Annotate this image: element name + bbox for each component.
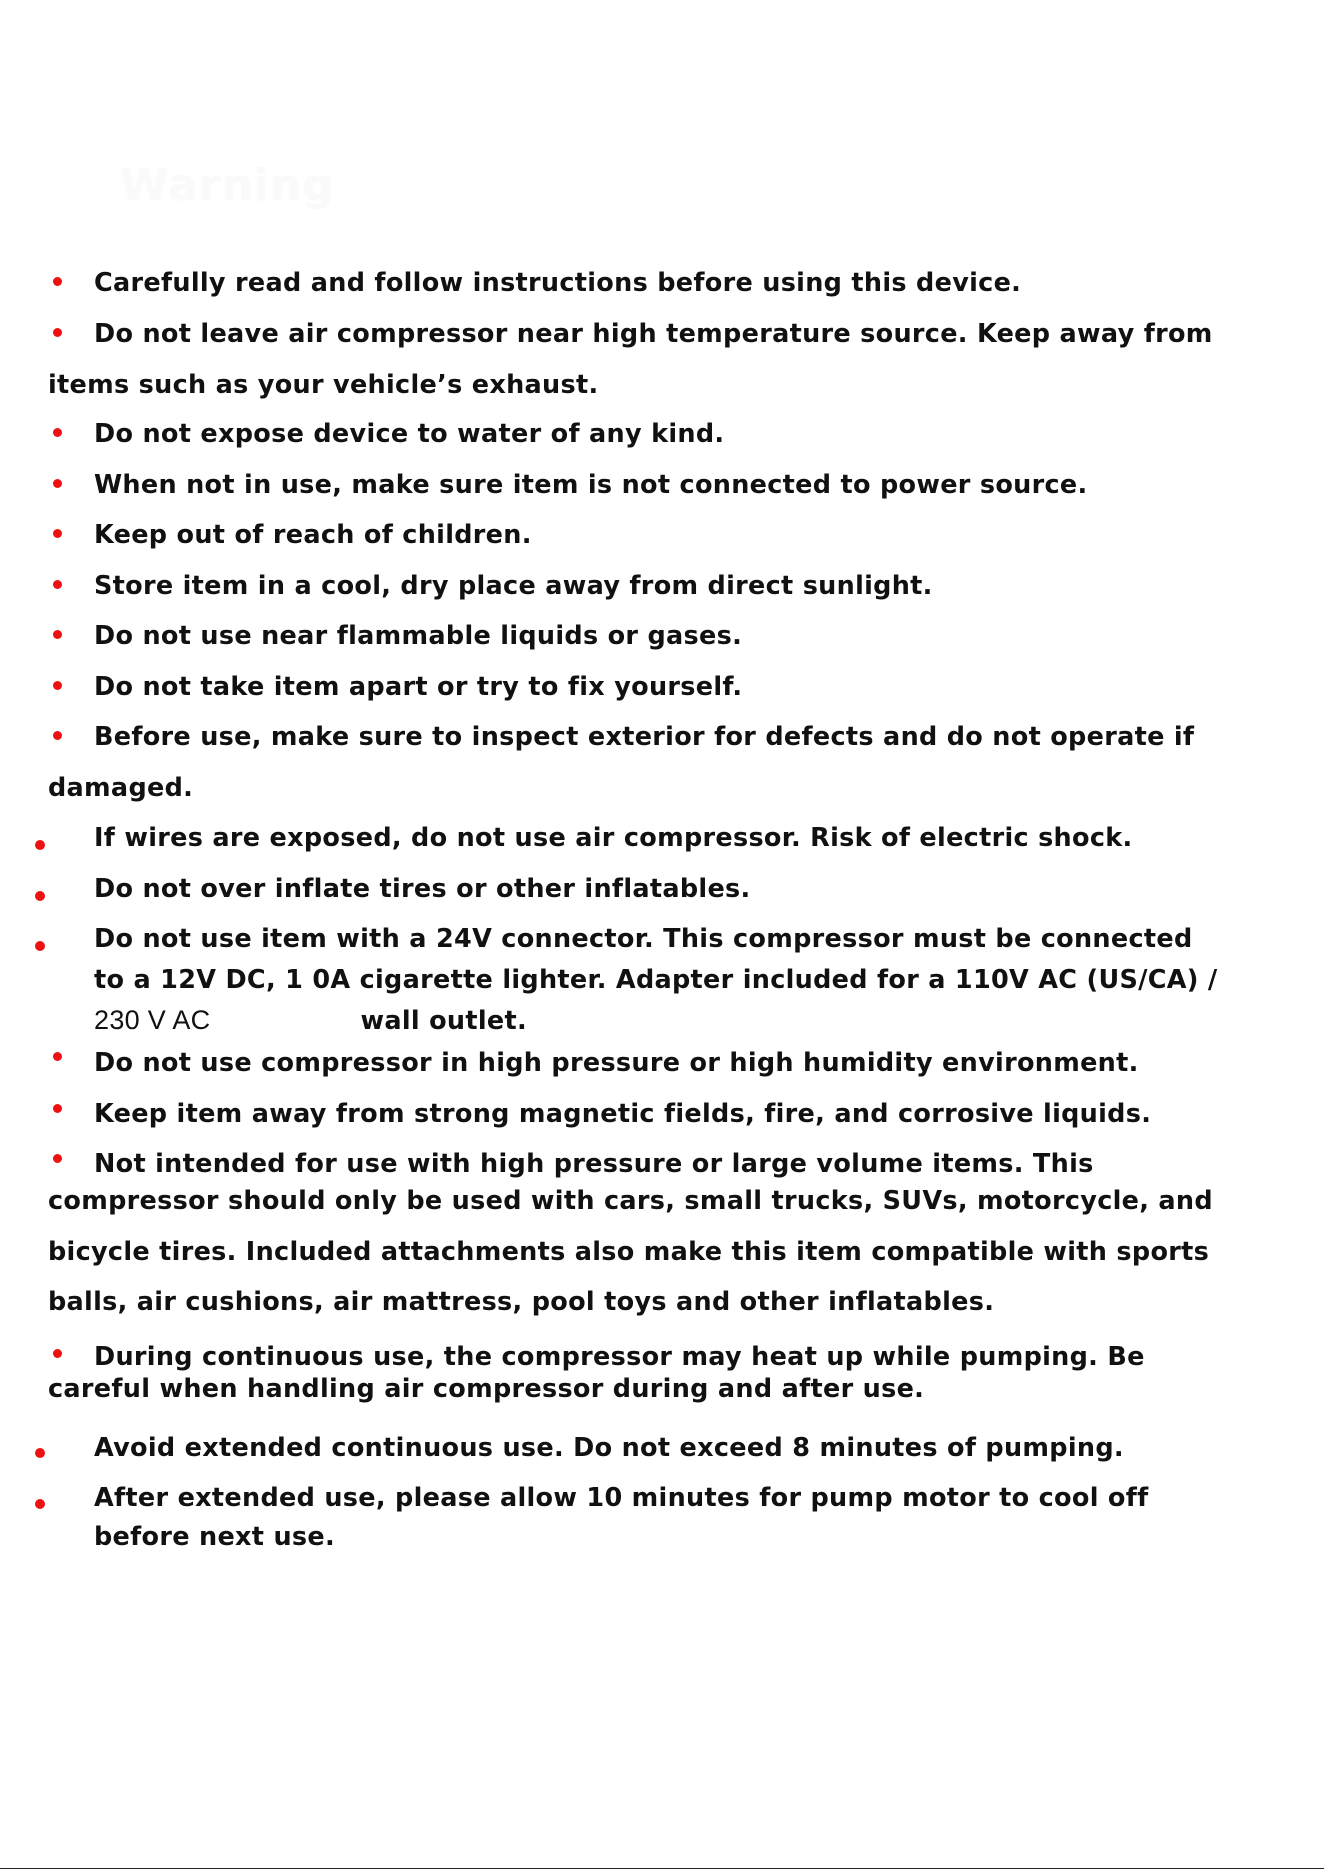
bullet-icon	[53, 1154, 62, 1163]
warning-line: Keep item away from strong magnetic fields, fire, and corrosive liquids.	[94, 1099, 1152, 1129]
warning-line-continued: damaged.	[48, 773, 194, 803]
warning-line: Avoid extended continuous use. Do not exceed 8 minutes of pumping.	[94, 1433, 1124, 1463]
bullet-icon	[53, 1052, 62, 1061]
warning-line: Keep out of reach of children.	[94, 520, 532, 550]
warning-line-continued	[94, 1004, 527, 1037]
bullet-icon	[53, 328, 62, 337]
warning-line-continued: bicycle tires. Included attachments also make this item compatible with sports	[48, 1237, 1210, 1267]
warning-line-continued: compressor should only be used with cars, small trucks, SUVs, motorcycle, and	[48, 1186, 1213, 1216]
footer-mark	[885, 1859, 965, 1868]
warning-line-continued: balls, air cushions, air mattress, pool toys and other inflatables.	[48, 1287, 995, 1317]
warning-line-continued: careful when handling air compressor during and after use.	[48, 1374, 925, 1404]
warning-line: During continuous use, the compressor may heat up while pumping. Be	[94, 1342, 1145, 1372]
warning-line: Do not use compressor in high pressure or high humidity environment.	[94, 1048, 1139, 1078]
bullet-icon	[53, 479, 62, 488]
bullet-icon	[53, 529, 62, 538]
bullet-icon	[53, 731, 62, 740]
warning-line-continued: before next use.	[94, 1522, 335, 1552]
bullet-icon	[53, 681, 62, 690]
voltage-label: 230 V AC	[94, 1005, 211, 1035]
warning-line: Carefully read and follow instructions before using this device.	[94, 268, 1022, 298]
bullet-icon	[35, 891, 45, 901]
warning-line: Do not leave air compressor near high temperature source. Keep away from	[94, 319, 1213, 349]
warning-heading: Warning	[120, 160, 335, 211]
warning-line-continued: to a 12V DC, 1 0A cigarette lighter. Adapter included for a 110V AC (US/CA) /	[94, 965, 1218, 995]
warning-line: If wires are exposed, do not use air compressor. Risk of electric shock.	[94, 823, 1133, 853]
footer-rule	[0, 1868, 1324, 1869]
warning-line: After extended use, please allow 10 minutes for pump motor to cool off	[94, 1483, 1149, 1513]
bullet-icon	[53, 1349, 62, 1358]
warning-line: Do not expose device to water of any kind.	[94, 419, 725, 449]
warning-line: Do not over inflate tires or other inflatables.	[94, 874, 751, 904]
bullet-icon	[35, 840, 45, 850]
warning-line: Before use, make sure to inspect exterior for defects and do not operate if	[94, 722, 1195, 752]
warning-line: Do not use item with a 24V connector. This compressor must be connected	[94, 924, 1193, 954]
warning-line-continued: items such as your vehicle’s exhaust.	[48, 370, 599, 400]
warning-line: Do not use near flammable liquids or gases.	[94, 621, 743, 651]
bullet-icon	[53, 630, 62, 639]
warning-line: Not intended for use with high pressure or large volume items. This	[94, 1149, 1094, 1179]
bullet-icon	[53, 277, 62, 286]
bullet-icon	[53, 580, 62, 589]
outlet-label: wall outlet.	[360, 1006, 527, 1036]
warning-line: Store item in a cool, dry place away from direct sunlight.	[94, 571, 933, 601]
bullet-icon	[53, 428, 62, 437]
bullet-icon	[35, 941, 45, 951]
warning-line: Do not take item apart or try to fix yourself.	[94, 672, 743, 702]
bullet-icon	[53, 1104, 62, 1113]
bullet-icon	[35, 1448, 45, 1458]
warning-line: When not in use, make sure item is not connected to power source.	[94, 470, 1088, 500]
bullet-icon	[35, 1499, 45, 1509]
